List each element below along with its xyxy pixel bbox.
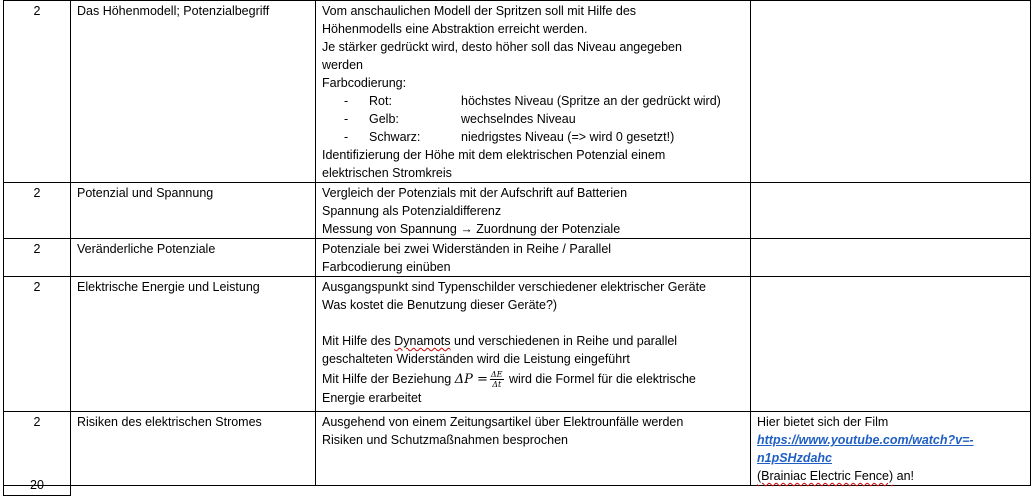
table-row	[4, 412, 1031, 486]
right-arrow-icon: →	[460, 222, 473, 236]
hours-cell: 2	[4, 277, 71, 412]
content-line: werden	[322, 58, 363, 72]
content-line: Mit Hilfe des Dynamots und verschiedenen in Reihe und parallel	[322, 334, 678, 348]
notes-cell	[751, 277, 1031, 412]
content-cell	[316, 183, 751, 239]
table-row	[4, 1, 1031, 183]
content-cell	[316, 1, 751, 183]
topic-cell: Veränderliche Potenziale	[71, 239, 316, 277]
notes-cell	[751, 239, 1031, 277]
content-line: Identifizierung der Höhe mit dem elektrischen Potenzial einem	[322, 148, 666, 162]
formula-line: Mit Hilfe der Beziehung ΔP = $\frac{\Delta E}{\Delta t}$ wird die Formel für die elektrische	[322, 370, 696, 390]
content-line: Farbcodierung:	[322, 76, 407, 90]
table-row	[4, 239, 1031, 277]
content-line: Ausgehend von einem Zeitungsartikel über Elektrounfälle werden	[322, 415, 684, 429]
hours-cell: 2	[4, 1, 71, 183]
color-code-item: - Schwarz: niedrigstes Niveau (=> wird 0 gesetzt!)	[344, 130, 675, 144]
youtube-link[interactable]: https://www.youtube.com/watch?v=-	[757, 433, 974, 447]
formula: ΔP =	[454, 372, 488, 387]
content-line: Vergleich der Potenzials mit der Aufschrift auf Batterien	[322, 186, 628, 200]
hours-cell: 2	[4, 183, 71, 239]
table-row	[4, 183, 1031, 239]
fraction: $\frac{\Delta E}{\Delta t}$	[490, 370, 503, 390]
content-line: Potenziale bei zwei Widerständen in Reihe / Parallel	[322, 242, 612, 256]
hours-cell: 2	[4, 412, 71, 486]
content-line: Ausgangspunkt sind Typenschilder verschiedener elektrischer Geräte	[322, 280, 707, 294]
content-line: Was kostet die Benutzung dieser Geräte?)	[322, 298, 558, 312]
content-line: Risiken und Schutzmaßnahmen besprochen	[322, 433, 568, 447]
topic-cell: Das Höhenmodell; Potenzialbegriff	[71, 1, 316, 183]
content-line: Höhenmodells eine Abstraktion erreicht werden.	[322, 22, 588, 36]
content-line: elektrischen Stromkreis	[322, 166, 452, 180]
color-code-item: - Rot: höchstes Niveau (Spritze an der gedrückt wird)	[344, 94, 721, 108]
content-cell	[316, 412, 751, 486]
topic-cell: Potenzial und Spannung	[71, 183, 316, 239]
youtube-link-continued[interactable]: n1pSHzdahc	[757, 451, 833, 465]
topic-cell: Risiken des elektrischen Stromes	[71, 412, 316, 486]
content-line: Je stärker gedrückt wird, desto höher soll das Niveau angegeben	[322, 40, 682, 54]
notes-cell	[751, 183, 1031, 239]
hours-cell: 2	[4, 239, 71, 277]
notes-line: (Brainiac Electric Fence) an!	[757, 469, 915, 483]
content-line: Energie erarbeitet	[322, 391, 422, 406]
notes-cell	[751, 1, 1031, 183]
table-row	[4, 277, 1031, 412]
topic-cell: Elektrische Energie und Leistung	[71, 277, 316, 412]
spacer	[322, 314, 744, 332]
curriculum-table	[3, 0, 1031, 486]
content-line: Messung von Spannung → Zuordnung der Potenziale	[322, 222, 621, 236]
color-code-item: - Gelb: wechselndes Niveau	[344, 112, 576, 126]
total-hours: 20	[3, 476, 71, 496]
notes-line: Hier bietet sich der Film	[757, 415, 889, 429]
content-line: geschalteten Widerständen wird die Leistung eingeführt	[322, 352, 630, 366]
content-cell	[316, 277, 751, 412]
content-line: Vom anschaulichen Modell der Spritzen soll mit Hilfe des	[322, 4, 637, 18]
content-line: Farbcodierung einüben	[322, 260, 451, 274]
content-line: Spannung als Potenzialdifferenz	[322, 204, 502, 218]
notes-cell	[751, 412, 1031, 486]
content-cell	[316, 239, 751, 277]
